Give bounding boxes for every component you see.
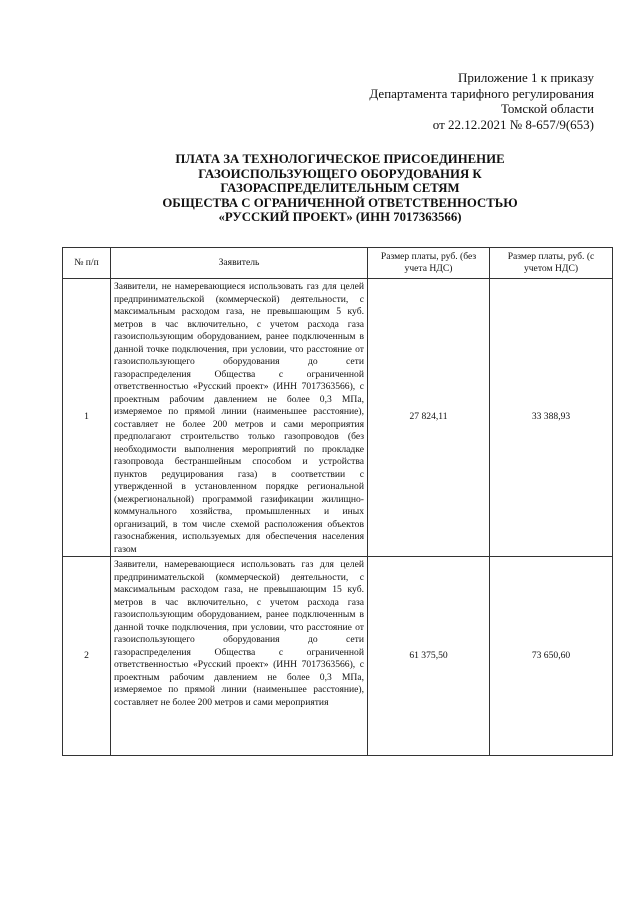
row-number: 1 xyxy=(63,279,111,557)
header-fee-no-vat: Размер платы, руб. (без учета НДС) xyxy=(368,248,490,279)
fee-no-vat: 61 375,50 xyxy=(368,557,490,756)
title-line: ПЛАТА ЗА ТЕХНОЛОГИЧЕСКОЕ ПРИСОЕДИНЕНИЕ xyxy=(175,152,505,166)
applicant-description xyxy=(111,557,368,756)
title-line: «РУССКИЙ ПРОЕКТ» (ИНН 7017363566) xyxy=(218,210,462,225)
appendix-line: Томской области xyxy=(500,101,594,116)
appendix-line: Департамента тарифного регулирования xyxy=(369,85,594,101)
fee-vat: 33 388,93 xyxy=(490,279,613,557)
table-header-row xyxy=(63,248,613,279)
header-fee-vat: Размер платы, руб. (с учетом НДС) xyxy=(490,248,613,279)
row-number: 2 xyxy=(63,557,111,756)
header-num: № п/п xyxy=(63,248,111,279)
applicant-description: Заявители, не намеревающиеся использовать газ для целей предпринимательской (коммерческой) деятельности, с максимальным расходом газа, не превышающим 5 куб. метров в час включительно, с учетом расхода газа газоиспользующим оборудованием, ранее подключенным в данной точке подключения, при условии, что расстояние от газоиспользующего оборудования до сети газораспределения Общества с ограниченной ответственностью «Русский проект» (ИНН 7017363566), с проектным рабочим давлением не более 0,3 МПа, измеряемое по прямой линии (наименьшее расстояние), составляет не более 200 метров и сами мероприятия предполагают строительство только газопроводов (без необходимости выполнения мероприятий по прокладке газопровода бестраншейным способом и устройства пунктов редуцирования газа) в соответствии с утвержденной в установленном порядке региональной (межрегиональной) программой газификации жилищно-коммунального хозяйства, промышленных и иных организаций, в том числе схемой расположения объектов газоснабжения, используемых для обеспечения населения газом xyxy=(111,279,368,557)
appendix-line: Приложение 1 к приказу xyxy=(457,70,594,85)
title-line: ГАЗОРАСПРЕДЕЛИТЕЛЬНЫМ СЕТЯМ xyxy=(220,181,460,196)
appendix-header xyxy=(369,70,594,132)
table-row xyxy=(63,557,613,756)
appendix-line: от 22.12.2021 № 8-657/9(653) xyxy=(432,116,594,132)
applicant-description-text: Заявители, намеревающиеся использовать газ для целей предпринимательской (коммерческой) деятельности, с максимальным расходом газа, не превышающим 15 куб. метров в час включительно, с учетом расхода газа газоиспользующим оборудованием, ранее подключенным в данной точке подключения, при условии, что расстояние от газоиспользующего оборудования до сети газораспределения Общества с ограниченной ответственностью «Русский проект» (ИНН 7017363566), с проектным рабочим давлением не более 0,3 МПа, измеряемое по прямой линии (наименьшее расстояние), составляет не более 200 метров и сами мероприятия xyxy=(114,559,364,708)
fee-no-vat: 27 824,11 xyxy=(368,279,490,557)
document-title xyxy=(60,152,620,225)
table-row xyxy=(63,279,613,557)
title-line: ГАЗОИСПОЛЬЗУЮЩЕГО ОБОРУДОВАНИЯ К xyxy=(198,166,482,181)
header-applicant: Заявитель xyxy=(111,248,368,279)
fee-table xyxy=(62,247,613,756)
fee-vat: 73 650,60 xyxy=(490,557,613,756)
title-line: ОБЩЕСТВА С ОГРАНИЧЕННОЙ ОТВЕТСТВЕННОСТЬЮ xyxy=(162,195,518,210)
